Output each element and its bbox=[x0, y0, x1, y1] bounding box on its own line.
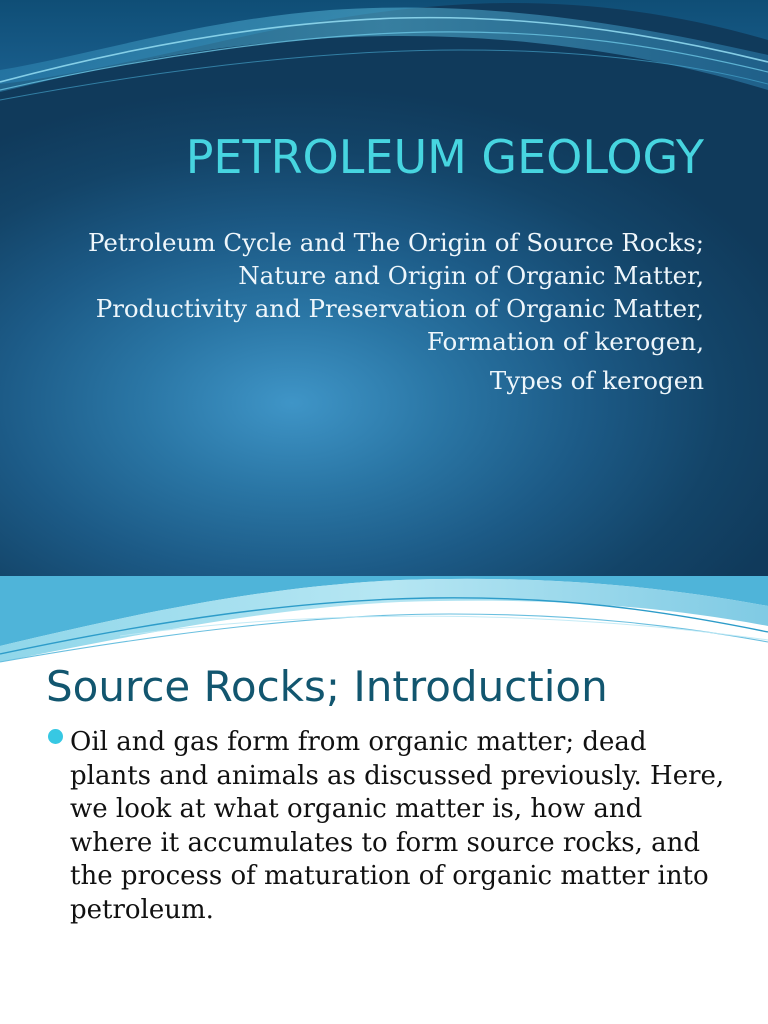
slide-title: Source Rocks; Introduction bbox=[46, 662, 608, 711]
subtitle-text: Petroleum Cycle and The Origin of Source Rocks; Nature and Origin of Organic Matter, Productivity and Preservation of Organic Matter, Formation of kerogen, bbox=[88, 228, 704, 356]
bullet-item bbox=[48, 726, 728, 927]
slide-title: PETROLEUM GEOLOGY bbox=[185, 130, 704, 184]
bullet-marker bbox=[48, 729, 63, 744]
content-slide bbox=[0, 576, 768, 1024]
slide-subtitle bbox=[80, 226, 704, 397]
wave-decoration bbox=[0, 0, 768, 110]
bullet-text: Oil and gas form from organic matter; dead plants and animals as discussed previously. Here, we look at what organic matter is, how and where it accumulates to form source rocks, and the process of maturation of organic matter into petroleum. bbox=[70, 727, 725, 925]
subtitle-last-line: Types of kerogen bbox=[489, 366, 704, 395]
wave-decoration bbox=[0, 576, 768, 668]
